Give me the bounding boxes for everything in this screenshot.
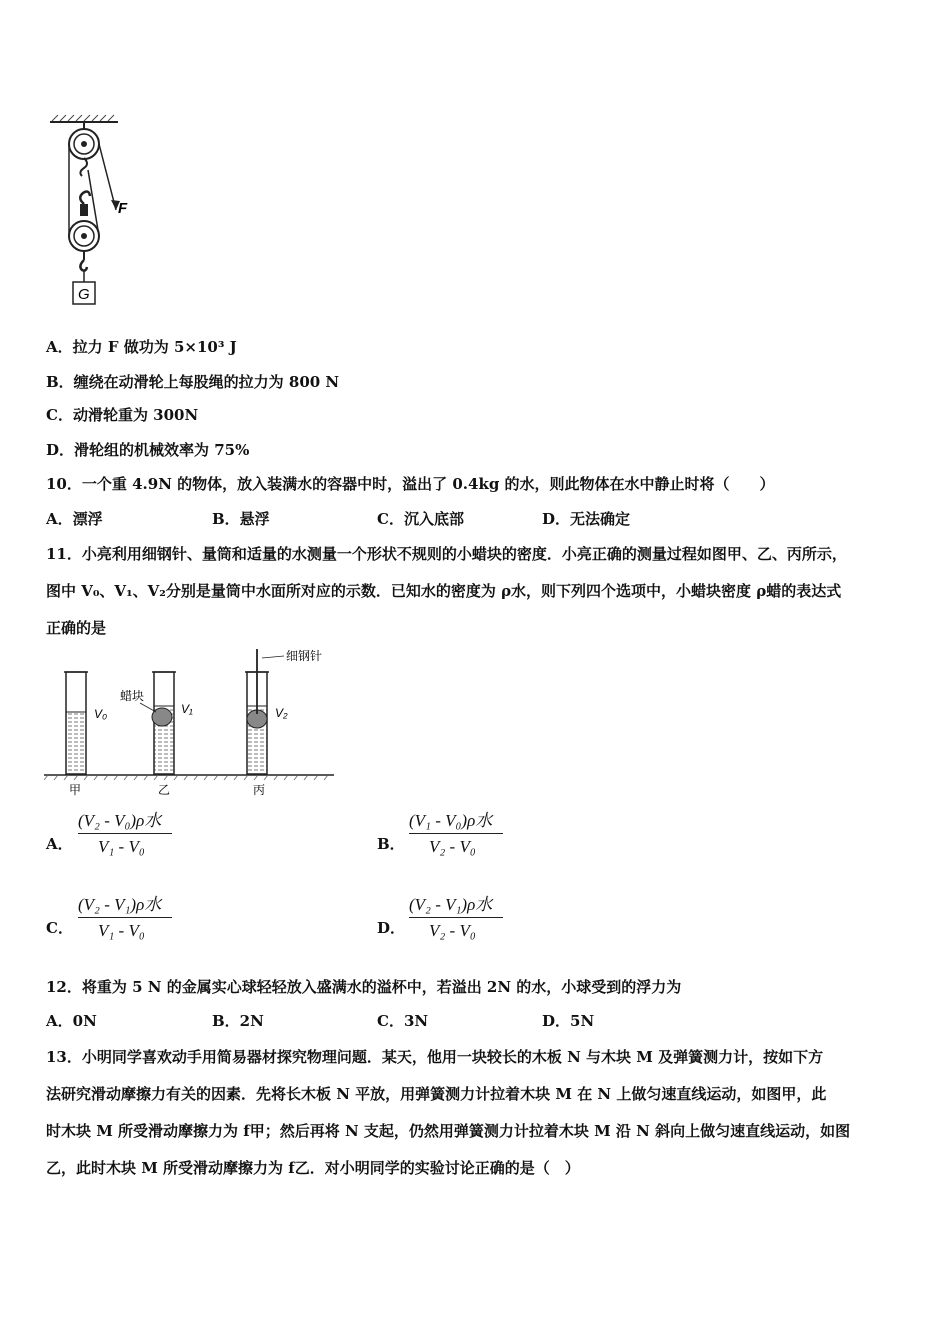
q12-stem: 12．将重为 5 N 的金属实心球轻轻放入盛满水的溢杯中，若溢出 2N 的水，小球受到的浮力为 — [46, 978, 682, 996]
q13-line-4: 乙，此时木块 M 所受滑动摩擦力为 f乙．对小明同学的实验讨论正确的是（ ） — [46, 1159, 580, 1177]
q9-option-a-text: A．拉力 F 做功为 5×10³ J — [46, 338, 237, 356]
figure-label-yi: 乙 — [158, 783, 171, 797]
q11-option-d-numerator: (V₂ - V₁)ρ水 — [409, 895, 493, 914]
q10-stem: 10．一个重 4.9N 的物体，放入装满水的容器中时，溢出了 0.4kg 的水，则此物体在水中静止时将（ ） — [46, 475, 775, 493]
q10-option-c: C．沉入底部 — [377, 510, 464, 528]
q12-option-b: B．2N — [212, 1012, 264, 1030]
q11-option-c-numerator: (V₂ - V₁)ρ水 — [78, 895, 162, 914]
q9-option-d-text: D．滑轮组的机械效率为 75% — [46, 441, 250, 459]
q11-option-b-label: B． — [377, 835, 405, 853]
q11-option-a-numerator: (V₂ - V₀)ρ水 — [78, 811, 162, 830]
q11-option-c-bar — [78, 917, 172, 918]
q11-line-3: 正确的是 — [46, 619, 107, 637]
q9-option-c-text: C．动滑轮重为 300N — [46, 406, 199, 424]
q13-line-2: 法研究滑动摩擦力有关的因素．先将长木板 N 平放，用弹簧测力计拉着木块 M 在 N 上做匀速直线运动，如图甲，此 — [46, 1085, 827, 1103]
q11-option-b-bar — [409, 833, 503, 834]
q10-option-a: A．漂浮 — [46, 510, 103, 528]
q11-option-b-numerator: (V₁ - V₀)ρ水 — [409, 811, 493, 830]
level-label-v0: V₀ — [94, 707, 108, 721]
figure-label-jia: 甲 — [69, 783, 82, 797]
q9-option-b — [46, 371, 339, 392]
q12-option-a: A．0N — [46, 1012, 97, 1030]
cylinder-figure — [44, 644, 344, 800]
q11-option-d-denominator: V₂ - V₀ — [429, 921, 476, 940]
q11-option-a-bar — [78, 833, 172, 834]
q11-option-b-denominator: V₂ - V₀ — [429, 837, 476, 856]
figure-label-bing: 丙 — [253, 783, 266, 797]
q12-option-c: C．3N — [377, 1012, 429, 1030]
q11-option-c-label: C． — [46, 919, 73, 937]
pulley-figure — [44, 112, 144, 312]
q9-option-c — [46, 404, 198, 425]
q11-option-d-bar — [409, 917, 503, 918]
force-label: F — [118, 200, 128, 217]
q11-option-a-denominator: V₁ - V₀ — [98, 837, 145, 856]
q9-option-a — [46, 336, 237, 357]
q11-option-c-denominator: V₁ - V₀ — [98, 921, 145, 940]
needle-label: 细钢针 — [286, 649, 323, 663]
q13-line-3: 时木块 M 所受滑动摩擦力为 f甲；然后再将 N 支起，仍然用弹簧测力计拉着木块 M 沿 N 斜向上做匀速直线运动，如图 — [46, 1122, 851, 1140]
q11-line-1: 11．小亮利用细钢针、量筒和适量的水测量一个形状不规则的小蜡块的密度．小亮正确的测量过程如图甲、乙、丙所示， — [46, 545, 847, 563]
q10-option-d: D．无法确定 — [542, 510, 631, 528]
q12-option-d: D．5N — [542, 1012, 595, 1030]
level-label-v1: V₁ — [181, 702, 193, 716]
q9-option-b-text: B．缠绕在动滑轮上每股绳的拉力为 800 N — [46, 373, 340, 391]
q11-option-a-label: A． — [46, 835, 73, 853]
q11-option-d-label: D． — [377, 919, 406, 937]
wax-label: 蜡块 — [120, 689, 145, 703]
load-label: G — [78, 286, 90, 303]
q11-line-2: 图中 V₀、V₁、V₂分别是量筒中水面所对应的示数．已知水的密度为 ρ水，则下列四个选项中，小蜡块密度 ρ蜡的表达式 — [46, 582, 842, 600]
level-label-v2: V₂ — [275, 706, 288, 720]
q13-line-1: 13．小明同学喜欢动手用简易器材探究物理问题．某天，他用一块较长的木板 N 与木块 M 及弹簧测力计，按如下方 — [46, 1048, 824, 1066]
q9-option-d — [46, 439, 249, 460]
q10-option-b: B．悬浮 — [212, 510, 270, 528]
